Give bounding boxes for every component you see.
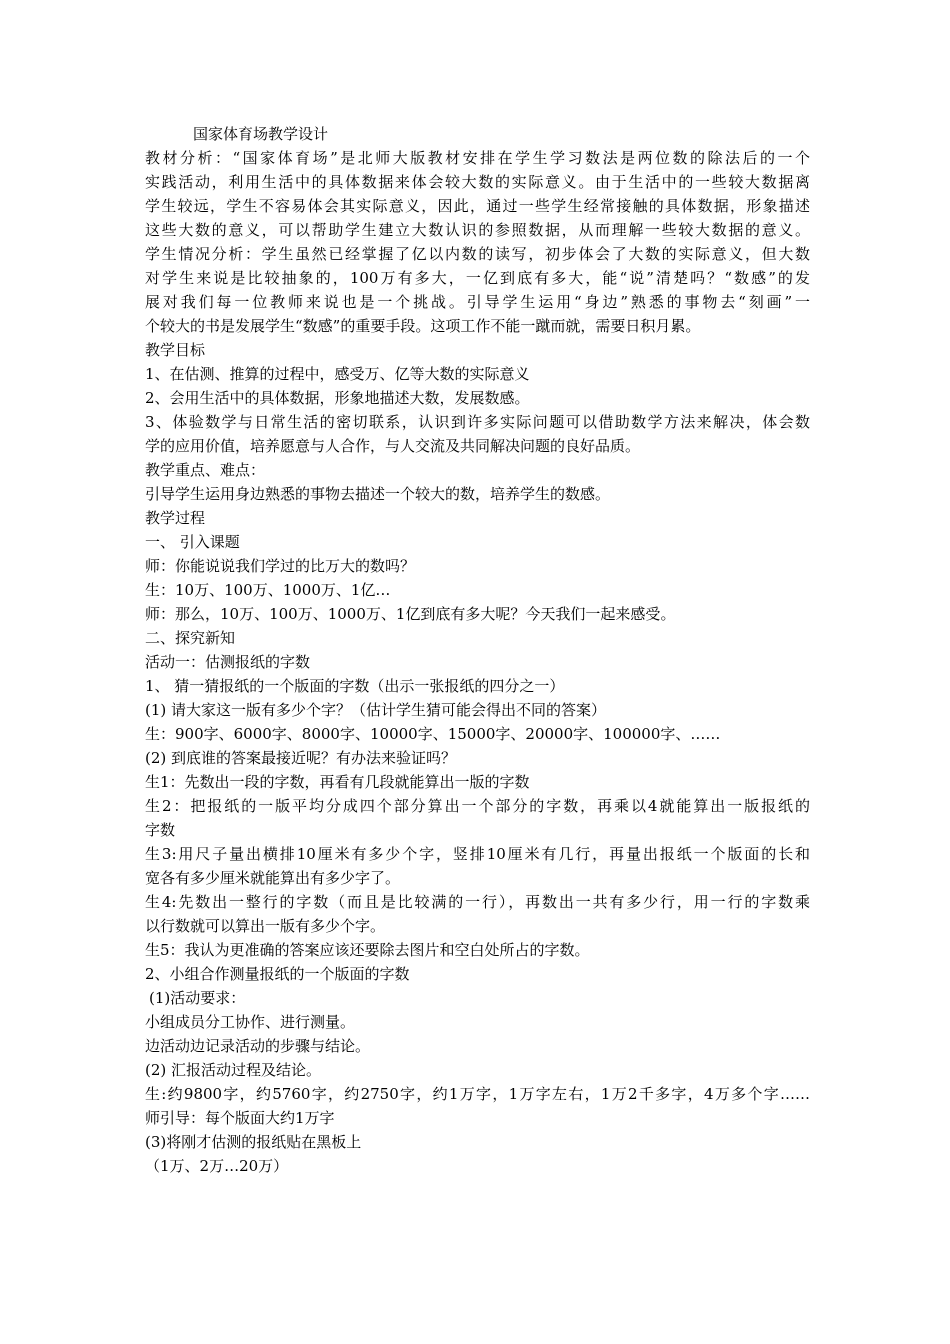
text-line: 教材分析：“国家体育场”是北师大版教材安排在学生学习数法是两位数的除法后的一个 bbox=[145, 149, 810, 167]
text-line: (1)活动要求： bbox=[149, 989, 246, 1007]
text-line: 师引导：每个版面大约1万字 bbox=[145, 1109, 335, 1127]
text-line: 对学生来说是比较抽象的，100万有多大，一亿到底有多大，能“说”清楚吗？“数感”的发 bbox=[145, 269, 810, 287]
text-line: 学的应用价值，培养愿意与人合作，与人交流及共同解决问题的良好品质。 bbox=[145, 437, 641, 455]
text-line: 生3:用尺子量出横排10厘米有多少个字，竖排10厘米有几行，再量出报纸一个版面的长和 bbox=[145, 845, 810, 863]
text-line: 生：900字、6000字、8000字、10000字、15000字、20000字、100000字、…… bbox=[145, 725, 721, 743]
text-line: 教学重点、难点： bbox=[145, 461, 266, 479]
text-line: 生：10万、100万、1000万、1亿… bbox=[145, 581, 391, 599]
text-line: 活动一：估测报纸的字数 bbox=[145, 653, 311, 671]
text-line: 学生情况分析：学生虽然已经掌握了亿以内数的读写，初步体会了大数的实际意义，但大数 bbox=[145, 245, 810, 263]
text-line: 生1：先数出一段的字数，再看有几段就能算出一版的字数 bbox=[145, 773, 530, 791]
text-line: 边活动边记录活动的步骤与结论。 bbox=[145, 1037, 371, 1055]
text-line: (3)将刚才估测的报纸贴在黑板上 bbox=[145, 1133, 362, 1151]
text-line: 生5：我认为更准确的答案应该还要除去图片和空白处所占的字数。 bbox=[145, 941, 590, 959]
text-line: (2) 汇报活动过程及结论。 bbox=[145, 1061, 322, 1079]
document-title: 国家体育场教学设计 bbox=[193, 125, 329, 143]
text-line: 生4:先数出一整行的字数（而且是比较满的一行），再数出一共有多少行，用一行的字数乘 bbox=[145, 893, 810, 911]
text-line: 师：你能说说我们学过的比万大的数吗？ bbox=[145, 557, 416, 575]
text-line: 2、小组合作测量报纸的一个版面的字数 bbox=[145, 965, 410, 983]
text-line: 实践活动，利用生活中的具体数据来体会较大数的实际意义。由于生活中的一些较大数据离 bbox=[145, 173, 810, 191]
text-line: (2) 到底谁的答案最接近呢？有办法来验证吗？ bbox=[145, 749, 457, 767]
text-line: 引导学生运用身边熟悉的事物去描述一个较大的数，培养学生的数感。 bbox=[145, 485, 611, 503]
text-line: （1万、2万…20万） bbox=[145, 1157, 289, 1175]
text-line: 展对我们每一位教师来说也是一个挑战。引导学生运用“身边”熟悉的事物去“刻画”一 bbox=[145, 293, 810, 311]
text-line: 师：那么，10万、100万、1000万、1亿到底有多大呢？今天我们一起来感受。 bbox=[145, 605, 676, 623]
text-line: 2、会用生活中的具体数据，形象地描述大数，发展数感。 bbox=[145, 389, 530, 407]
text-line: 二、探究新知 bbox=[145, 629, 236, 647]
text-line: 字数 bbox=[145, 821, 176, 839]
text-line: 这些大数的意义，可以帮助学生建立大数认识的参照数据，从而理解一些较大数据的意义。 bbox=[145, 221, 810, 239]
text-line: 宽各有多少厘米就能算出有多少字了。 bbox=[145, 869, 401, 887]
text-line: 生:约9800字，约5760字，约2750字，约1万字，1万字左右，1万2千多字，4万多个字…… bbox=[145, 1085, 810, 1103]
document-lines bbox=[145, 146, 810, 1178]
text-line: 教学目标 bbox=[145, 341, 206, 359]
text-line: 3、体验数学与日常生活的密切联系，认识到许多实际问题可以借助数学方法来解决，体会数 bbox=[145, 413, 810, 431]
text-line: 学生较远，学生不容易体会其实际意义，因此，通过一些学生经常接触的具体数据，形象描述 bbox=[145, 197, 810, 215]
text-line: 小组成员分工协作、进行测量。 bbox=[145, 1013, 356, 1031]
text-line: 教学过程 bbox=[145, 509, 206, 527]
text-line: 1、 猜一猜报纸的一个版面的字数（出示一张报纸的四分之一） bbox=[145, 677, 565, 695]
document-body bbox=[145, 122, 810, 1178]
text-line: 以行数就可以算出一版有多少个字。 bbox=[145, 917, 386, 935]
text-line: (1) 请大家这一版有多少个字？（估计学生猜可能会得出不同的答案） bbox=[145, 701, 607, 719]
text-line: 生2：把报纸的一版平均分成四个部分算出一个部分的字数，再乘以4就能算出一版报纸的 bbox=[145, 797, 810, 815]
text-line: 个较大的书是发展学生“数感”的重要手段。这项工作不能一蹴而就，需要日积月累。 bbox=[145, 317, 701, 335]
text-line: 1、在估测、推算的过程中，感受万、亿等大数的实际意义 bbox=[145, 365, 530, 383]
text-line: 一、 引入课题 bbox=[145, 533, 240, 551]
